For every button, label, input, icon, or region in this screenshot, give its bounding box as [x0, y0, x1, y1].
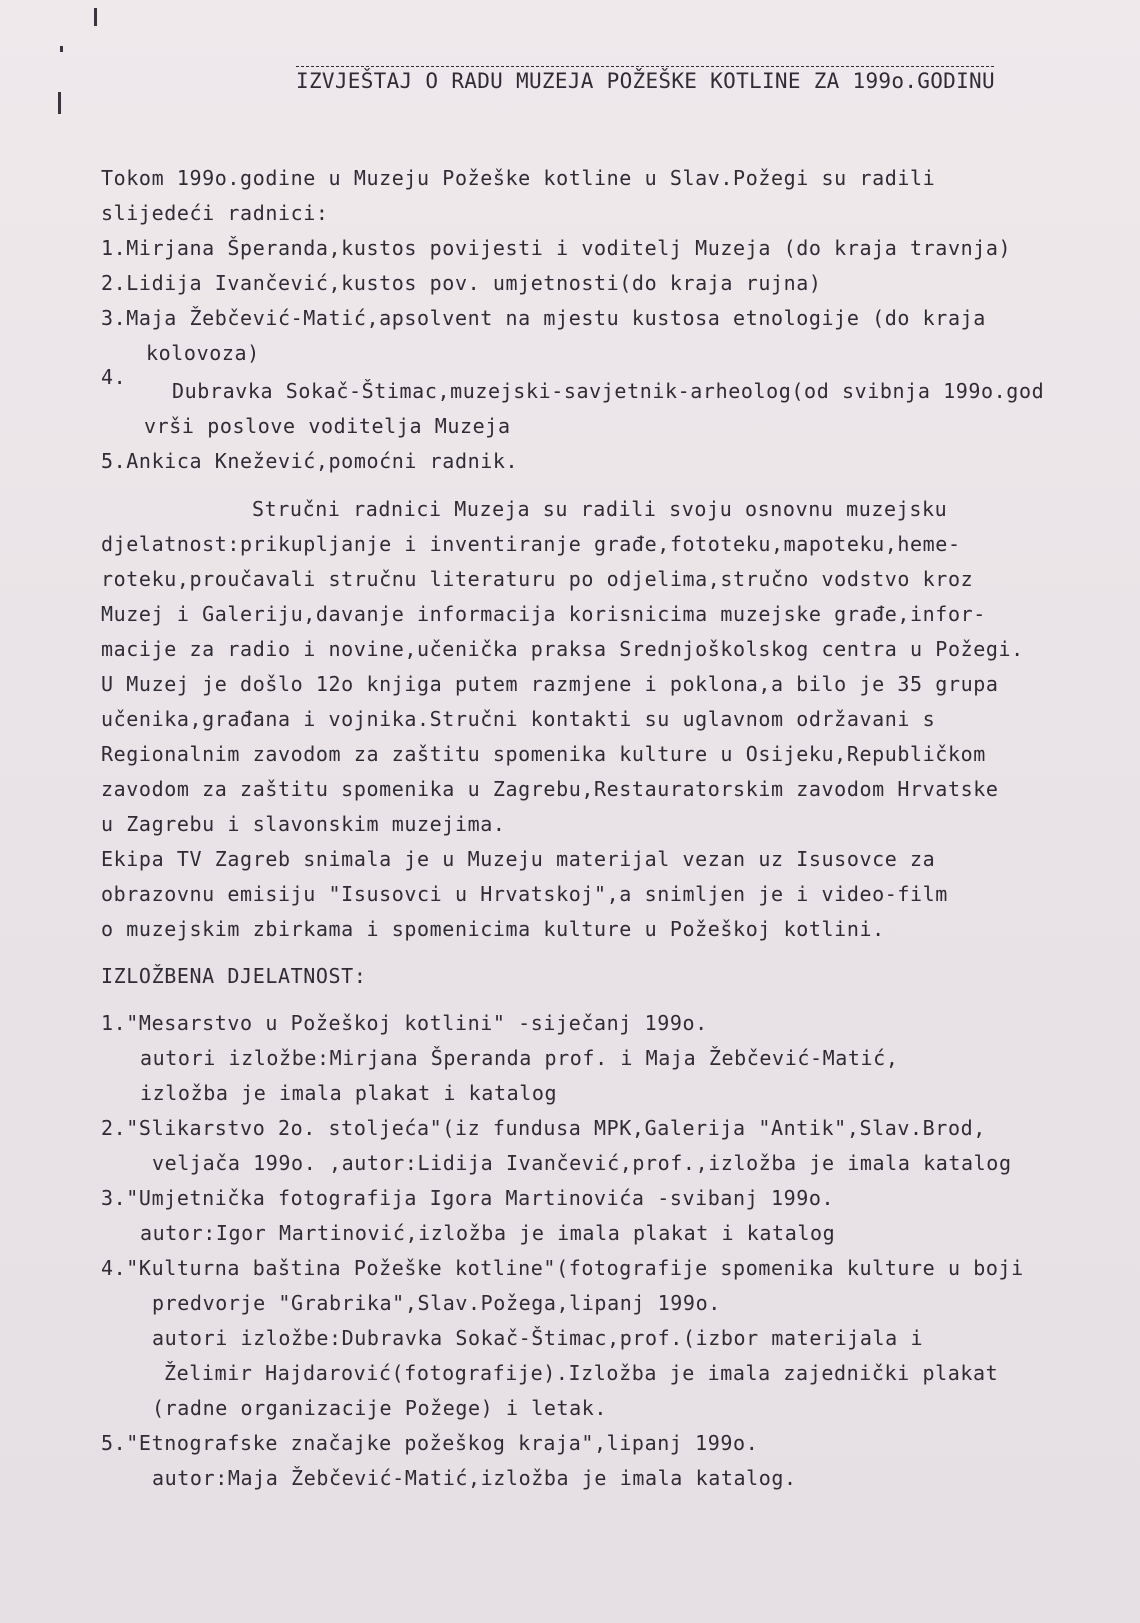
text-line: 2.Lidija Ivančević,kustos pov. umjetnosti(do kraja rujna)	[101, 271, 822, 295]
text-line: autor:Igor Martinović,izložba je imala plakat i katalog	[140, 1221, 836, 1245]
text-line: učenika,građana i vojnika.Stručni kontakti su uglavnom održavani s	[101, 707, 936, 731]
text-line: o muzejskim zbirkama i spomenicima kulture u Požeškoj kotlini.	[101, 917, 885, 941]
text-line: Muzej i Galeriju,davanje informacija korisnicima muzejske građe,infor-	[101, 602, 986, 626]
text-line: 3.Maja Žebčević-Matić,apsolvent na mjestu kustosa etnologije (do kraja	[101, 306, 986, 330]
text-line: (radne organizacije Požege) i letak.	[152, 1396, 608, 1420]
text-line: autori izložbe:Mirjana Šperanda prof. i Maja Žebčević-Matić,	[140, 1046, 899, 1070]
text-line: Želimir Hajdarović(fotografije).Izložba je imala zajednički plakat	[164, 1361, 999, 1385]
page-title: IZVJEŠTAJ O RADU MUZEJA POŽEŠKE KOTLINE ZA 199o.GODINU	[296, 69, 995, 93]
text-line: zavodom za zaštitu spomenika u Zagrebu,Restauratorskim zavodom Hrvatske	[101, 777, 999, 801]
list-number: 4.	[101, 365, 127, 389]
text-line: predvorje "Grabrika",Slav.Požega,lipanj 199o.	[152, 1291, 721, 1315]
text-line: 1."Mesarstvo u Požeškoj kotlini" -siječanj 199o.	[101, 1011, 708, 1035]
margin-mark	[94, 8, 97, 26]
text-line: roteku,proučavali stručnu literaturu po odjelima,stručno vodstvo kroz	[101, 567, 974, 591]
text-line: slijedeći radnici:	[101, 201, 329, 225]
text-line: 5."Etnografske značajke požeškog kraja",lipanj 199o.	[101, 1431, 759, 1455]
text-line: izložba je imala plakat i katalog	[140, 1081, 558, 1105]
text-line: Stručni radnici Muzeja su radili svoju osnovnu muzejsku	[252, 497, 948, 521]
margin-mark	[60, 46, 63, 52]
text-line: u Zagrebu i slavonskim muzejima.	[101, 812, 506, 836]
text-line: Regionalnim zavodom za zaštitu spomenika kulture u Osijeku,Republičkom	[101, 742, 986, 766]
text-line: 5.Ankica Knežević,pomoćni radnik.	[101, 449, 519, 473]
section-heading: IZLOŽBENA DJELATNOST:	[101, 964, 367, 988]
text-line: obrazovnu emisiju "Isusovci u Hrvatskoj",a snimljen je i video-film	[101, 882, 948, 906]
text-line: autor:Maja Žebčević-Matić,izložba je imala katalog.	[152, 1466, 797, 1490]
margin-mark	[58, 92, 61, 114]
text-line: vrši poslove voditelja Muzeja	[144, 414, 511, 438]
text-line: macije za radio i novine,učenička praksa Srednjoškolskog centra u Požegi.	[101, 637, 1024, 661]
text-line: Dubravka Sokač-Štimac,muzejski-savjetnik-arheolog(od svibnja 199o.god	[172, 379, 1045, 403]
text-line: 2."Slikarstvo 2o. stoljeća"(iz fundusa MPK,Galerija "Antik",Slav.Brod,	[101, 1116, 986, 1140]
text-line: Ekipa TV Zagreb snimala je u Muzeju materijal vezan uz Isusovce za	[101, 847, 936, 871]
text-line: U Muzej je došlo 12o knjiga putem razmjene i poklona,a bilo je 35 grupa	[101, 672, 999, 696]
text-line: 1.Mirjana Šperanda,kustos povijesti i voditelj Muzeja (do kraja travnja)	[101, 236, 1012, 260]
text-line: 3."Umjetnička fotografija Igora Martinovića -svibanj 199o.	[101, 1186, 835, 1210]
text-line: djelatnost:prikupljanje i inventiranje građe,fototeku,mapoteku,heme-	[101, 532, 961, 556]
text-line: Tokom 199o.godine u Muzeju Požeške kotline u Slav.Požegi su radili	[101, 166, 936, 190]
text-line: kolovoza)	[146, 341, 260, 365]
text-line: veljača 199o. ,autor:Lidija Ivančević,prof.,izložba je imala katalog	[152, 1151, 1012, 1175]
text-line: 4."Kulturna baština Požeške kotline"(fotografije spomenika kulture u boji	[101, 1256, 1024, 1280]
text-line: autori izložbe:Dubravka Sokač-Štimac,prof.(izbor materijala i	[152, 1326, 924, 1350]
